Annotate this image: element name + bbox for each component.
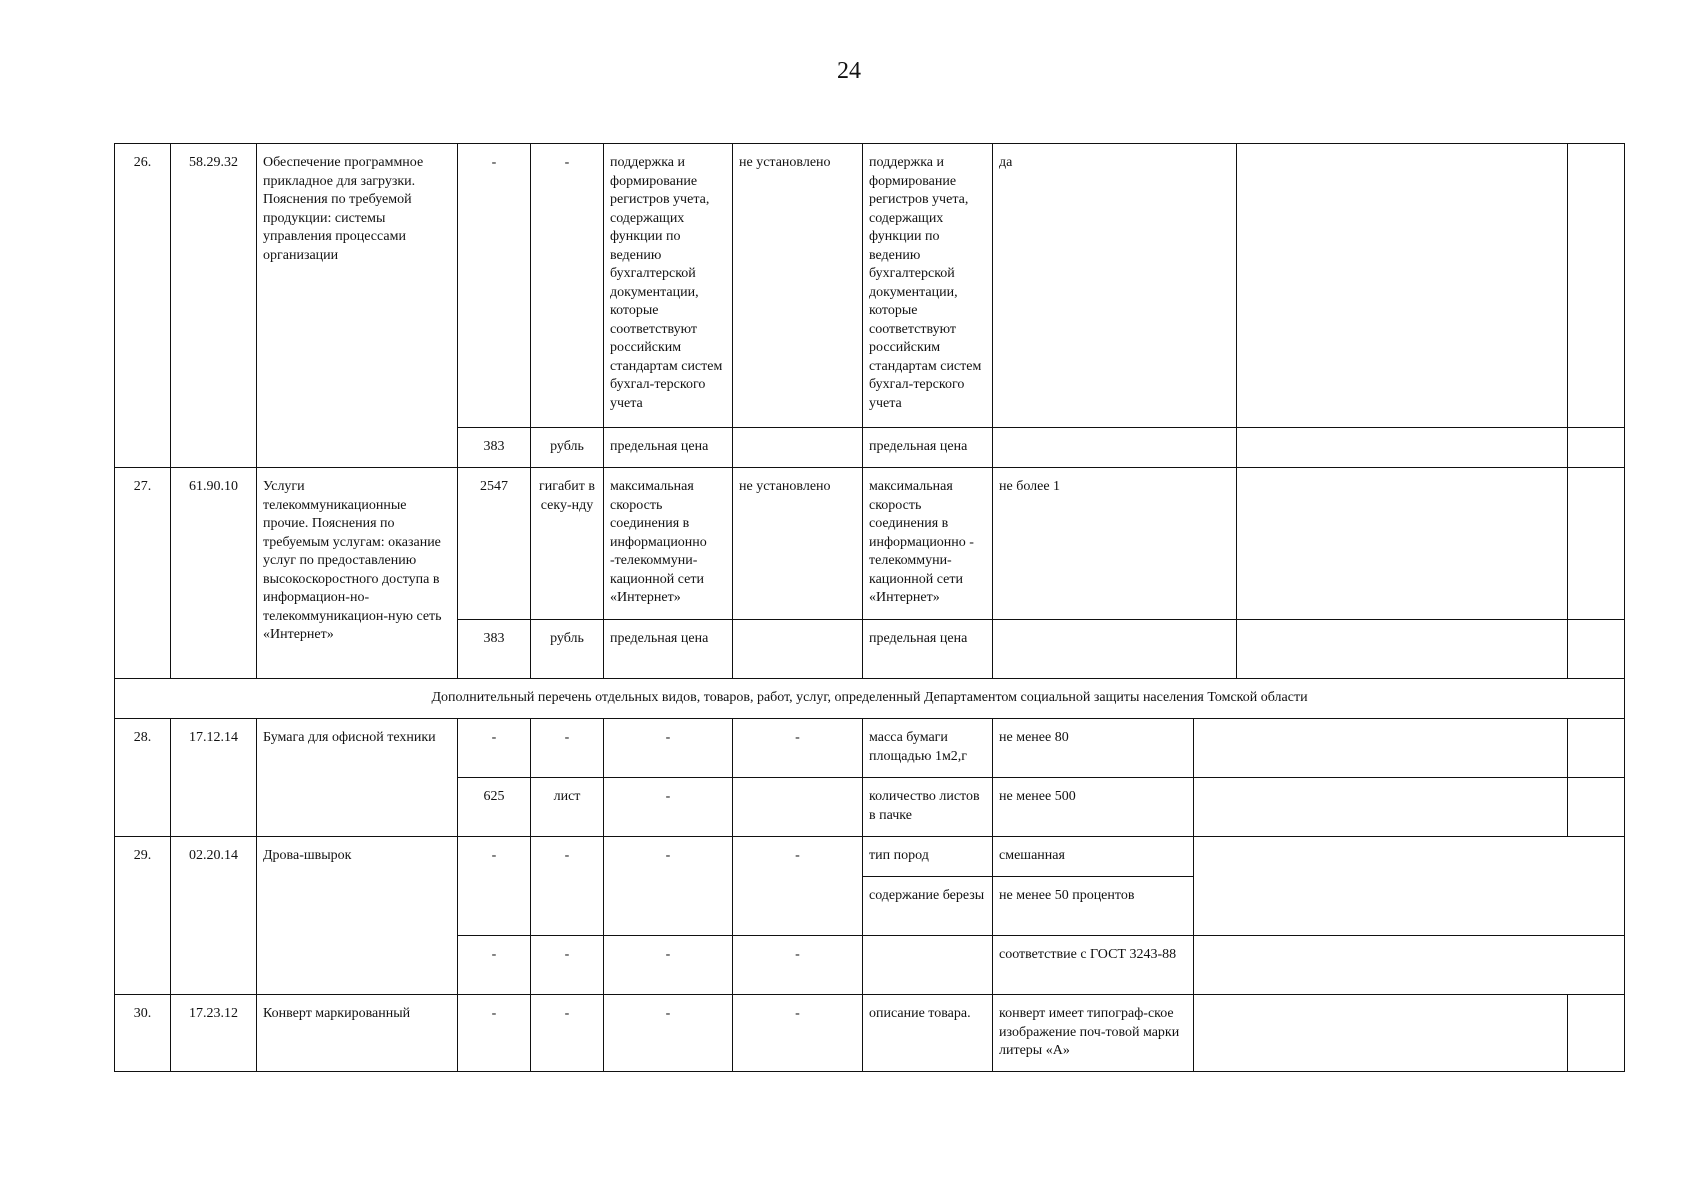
unit-name: рубль xyxy=(531,428,604,468)
characteristic: максимальная скорость соединения в информационно -телекоммуни-кационной сети «Интернет» xyxy=(604,468,733,620)
justification xyxy=(1237,428,1568,468)
products-table xyxy=(114,143,1625,1072)
characteristic-dept: поддержка и формирование регистров учета, содержащих функции по ведению бухгалтерской документации, которые соответствуют российским стандартам систем бухгал-терского учета xyxy=(863,144,993,428)
okei-code: - xyxy=(458,719,531,778)
characteristic-dept: масса бумаги площадью 1м2,г xyxy=(863,719,993,778)
value-dept: не менее 500 xyxy=(993,778,1194,837)
function-purpose xyxy=(1568,778,1625,837)
row-number: 30. xyxy=(115,995,171,1072)
characteristic-dept xyxy=(863,936,993,995)
value-dept: не более 1 xyxy=(993,468,1237,620)
okpd-code: 17.12.14 xyxy=(171,719,257,837)
value-dept xyxy=(993,620,1237,679)
table-row xyxy=(115,995,1625,1072)
characteristic: - xyxy=(604,719,733,778)
characteristic-value: не установлено xyxy=(733,468,863,620)
characteristic-value: - xyxy=(733,936,863,995)
justification xyxy=(1194,778,1568,837)
okei-code: 2547 xyxy=(458,468,531,620)
okpd-code: 58.29.32 xyxy=(171,144,257,468)
justification xyxy=(1194,995,1568,1072)
characteristic-dept: тип пород xyxy=(863,837,993,877)
justification xyxy=(1237,468,1568,620)
unit-name: - xyxy=(531,719,604,778)
okei-code: 383 xyxy=(458,620,531,679)
characteristic-dept: описание товара. xyxy=(863,995,993,1072)
okpd-code: 02.20.14 xyxy=(171,837,257,995)
row-number: 26. xyxy=(115,144,171,468)
product-name: Дрова-швырок xyxy=(257,837,458,995)
value-dept xyxy=(993,428,1237,468)
function-purpose xyxy=(1568,144,1625,428)
function-purpose xyxy=(1568,468,1625,620)
characteristic-value: - xyxy=(733,995,863,1072)
justification xyxy=(1194,719,1568,778)
value-dept: конверт имеет типограф-ское изображение поч-товой марки литеры «А» xyxy=(993,995,1194,1072)
characteristic-value: не установлено xyxy=(733,144,863,428)
characteristic-value xyxy=(733,778,863,837)
product-name: Бумага для офисной техники xyxy=(257,719,458,837)
characteristic-dept: предельная цена xyxy=(863,620,993,679)
function-purpose xyxy=(1568,620,1625,679)
okei-code: - xyxy=(458,837,531,936)
characteristic: предельная цена xyxy=(604,620,733,679)
table-row xyxy=(115,468,1625,620)
okei-code: 625 xyxy=(458,778,531,837)
section-row xyxy=(115,679,1625,719)
characteristic-dept: содержание березы xyxy=(863,877,993,936)
product-name: Конверт маркированный xyxy=(257,995,458,1072)
characteristic: - xyxy=(604,936,733,995)
function-purpose xyxy=(1568,719,1625,778)
section-title: Дополнительный перечень отдельных видов, товаров, работ, услуг, определенный Департаментом социальной защиты населения Томской области xyxy=(115,679,1625,719)
characteristic-value xyxy=(733,620,863,679)
characteristic: - xyxy=(604,837,733,936)
product-name: Обеспечение программное прикладное для загрузки. Пояснения по требуемой продукции: системы управления процессами организации xyxy=(257,144,458,468)
unit-name: лист xyxy=(531,778,604,837)
justification xyxy=(1194,837,1625,936)
page-number: 24 xyxy=(837,58,861,84)
justification xyxy=(1237,144,1568,428)
table-row xyxy=(115,837,1625,877)
value-dept: не менее 50 процентов xyxy=(993,877,1194,936)
justification xyxy=(1194,936,1625,995)
value-dept: смешанная xyxy=(993,837,1194,877)
value-dept: соответствие с ГОСТ 3243-88 xyxy=(993,936,1194,995)
value-dept: да xyxy=(993,144,1237,428)
unit-name: гигабит в секу-нду xyxy=(531,468,604,620)
value-dept: не менее 80 xyxy=(993,719,1194,778)
okei-code: - xyxy=(458,995,531,1072)
characteristic: поддержка и формирование регистров учета, содержащих функции по ведению бухгалтерской документации, которые соответствуют российским стандартам систем бухгал-терского учета xyxy=(604,144,733,428)
function-purpose xyxy=(1568,995,1625,1072)
okei-code: 383 xyxy=(458,428,531,468)
justification xyxy=(1237,620,1568,679)
unit-name: - xyxy=(531,995,604,1072)
characteristic-dept: предельная цена xyxy=(863,428,993,468)
characteristic: - xyxy=(604,995,733,1072)
characteristic-dept: количество листов в пачке xyxy=(863,778,993,837)
characteristic-value: - xyxy=(733,837,863,936)
characteristic-value xyxy=(733,428,863,468)
characteristic-dept: максимальная скорость соединения в информационно - телекоммуни-кационной сети «Интернет» xyxy=(863,468,993,620)
unit-name: рубль xyxy=(531,620,604,679)
table-row xyxy=(115,144,1625,428)
row-number: 29. xyxy=(115,837,171,995)
okpd-code: 61.90.10 xyxy=(171,468,257,679)
function-purpose xyxy=(1568,428,1625,468)
okei-code: - xyxy=(458,936,531,995)
unit-name: - xyxy=(531,837,604,936)
table-row xyxy=(115,719,1625,778)
characteristic-value: - xyxy=(733,719,863,778)
unit-name: - xyxy=(531,144,604,428)
characteristic: предельная цена xyxy=(604,428,733,468)
unit-name: - xyxy=(531,936,604,995)
characteristic: - xyxy=(604,778,733,837)
row-number: 27. xyxy=(115,468,171,679)
okpd-code: 17.23.12 xyxy=(171,995,257,1072)
okei-code: - xyxy=(458,144,531,428)
product-name: Услуги телекоммуникационные прочие. Пояснения по требуемым услугам: оказание услуг по предоставлению высокоскоростного доступа в информацион-но-телекоммуникацион-ную сеть «Интернет» xyxy=(257,468,458,679)
row-number: 28. xyxy=(115,719,171,837)
